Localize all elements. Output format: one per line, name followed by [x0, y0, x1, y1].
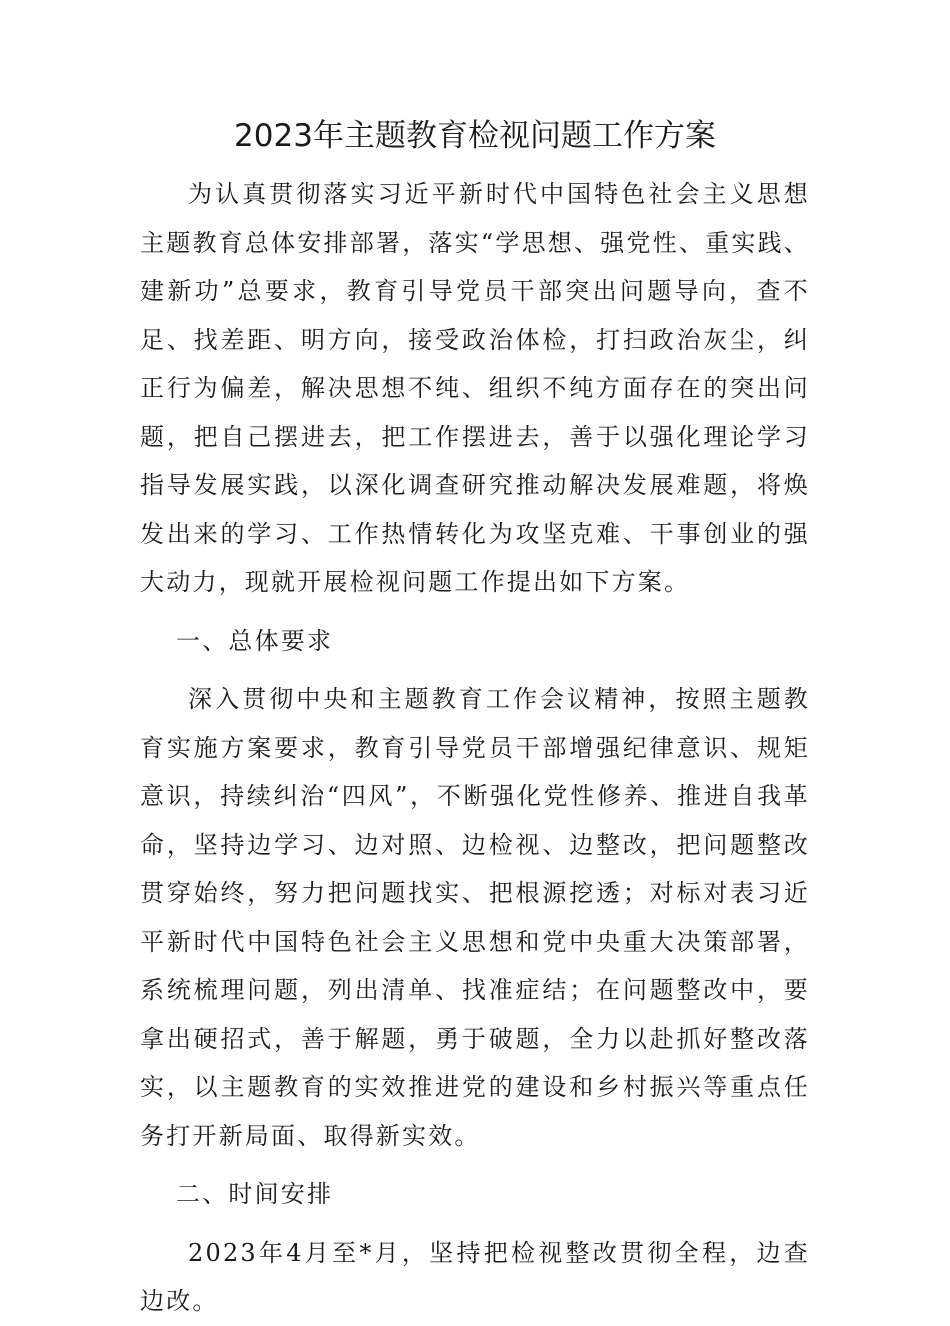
- paragraph-gap: [140, 1160, 810, 1170]
- section-heading-general-requirements: 一、总体要求: [176, 626, 334, 655]
- document-title: 2023年主题教育检视问题工作方案: [234, 118, 716, 154]
- section-paragraph-schedule: 2023年4月至*月，坚持把检视整改贯彻全程，边查边改。: [140, 1238, 810, 1315]
- intro-paragraph: 为认真贯彻落实习近平新时代中国特色社会主义思想主题教育总体安排部署，落实“学思想、强党性、重实践、建新功”总要求，教育引导党员干部突出问题导向，查不足、找差距、明方向，接受政治体检，打扫政治灰尘，纠正行为偏差，解决思想不纯、组织不纯方面存在的突出问题，把自己摆进去，把工作摆进去，善于以强化理论学习指导发展实践，以深化调查研究推动解决发展难题，将焕发出来的学习、工作热情转化为攻坚克难、干事创业的强大动力，现就开展检视问题工作提出如下方案。: [140, 180, 810, 596]
- section-heading-schedule: 二、时间安排: [176, 1180, 334, 1208]
- paragraph-gap: [140, 665, 810, 675]
- paragraph-gap: [140, 607, 810, 617]
- section-paragraph-general-requirements: 深入贯彻中央和主题教育工作会议精神，按照主题教育实施方案要求，教育引导党员干部增强纪律意识、规矩意识，持续纠治“四风”，不断强化党性修养、推进自我革命，坚持边学习、边对照、边检视、边整改，把问题整改贯穿始终，努力把问题找实、把根源挖透；对标对表习近平新时代中国特色社会主义思想和党中央重大决策部署，系统梳理问题，列出清单、找准症结；在问题整改中，要拿出硬招式，善于解题，勇于破题，全力以赴抓好整改落实，以主题教育的实效推进党的建设和乡村振兴等重点任务打开新局面、取得新实效。: [140, 685, 810, 1150]
- document-body: [140, 170, 810, 1326]
- paragraph-gap: [140, 1219, 810, 1229]
